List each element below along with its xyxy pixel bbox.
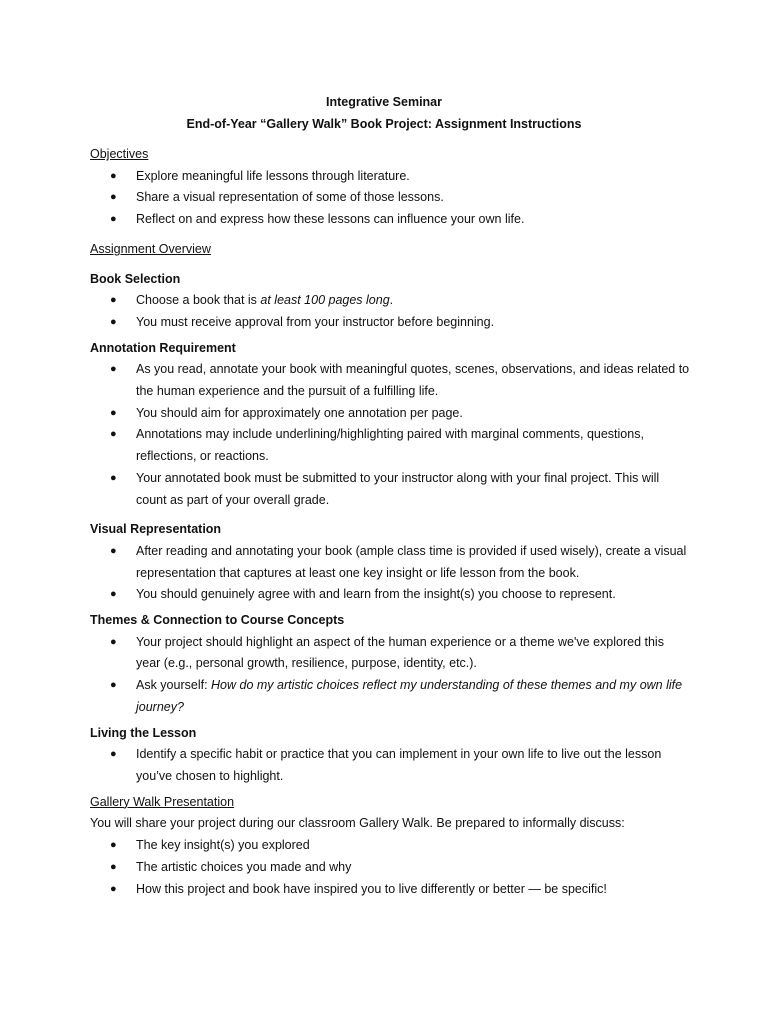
book-selection-heading: Book Selection — [90, 271, 181, 286]
bullet-icon: ● — [110, 191, 117, 204]
document-subtitle: End-of-Year “Gallery Walk” Book Project: Assignment Instructions — [186, 117, 582, 131]
bullet-icon: ● — [110, 839, 117, 852]
annotation-heading: Annotation Requirement — [90, 340, 236, 355]
living-list — [90, 744, 690, 787]
book-selection-list — [90, 290, 690, 333]
list-item: ● How this project and book have inspired you to live differently or better — be specific! — [90, 879, 690, 901]
bullet-icon: ● — [110, 363, 117, 376]
gallery-intro: You will share your project during our classroom Gallery Walk. Be prepared to informally discuss: — [90, 816, 625, 831]
visual-list — [90, 541, 690, 606]
bullet-icon: ● — [110, 860, 117, 873]
bullet-icon: ● — [110, 294, 117, 307]
list-item: ● Ask yourself: How do my artistic choices reflect my understanding of these themes and my own life journey? — [90, 675, 690, 718]
list-item: ● Share a visual representation of some of those lessons. — [90, 187, 690, 209]
document-title: Integrative Seminar — [325, 95, 442, 109]
bullet-icon: ● — [110, 882, 117, 895]
list-item: ● Identify a specific habit or practice that you can implement in your own life to live out the lesson you’ve chosen to highlight. — [90, 744, 690, 787]
bullet-icon: ● — [110, 213, 117, 226]
living-heading: Living the Lesson — [90, 725, 197, 740]
bullet-icon: ● — [110, 471, 117, 484]
bullet-icon: ● — [110, 588, 117, 601]
visual-heading: Visual Representation — [90, 522, 222, 537]
bullet-icon: ● — [110, 544, 117, 557]
list-item: ● You should genuinely agree with and learn from the insight(s) you choose to represent. — [90, 584, 690, 606]
themes-heading: Themes & Connection to Course Concepts — [90, 613, 345, 628]
list-item: ● Explore meaningful life lessons through literature. — [90, 166, 690, 188]
list-item: ● Annotations may include underlining/highlighting paired with marginal comments, questions, reflections, or reactions. — [90, 424, 690, 467]
document-body — [90, 144, 690, 900]
list-item: ● The key insight(s) you explored — [90, 835, 690, 857]
bullet-icon: ● — [110, 679, 117, 692]
bullet-icon: ● — [110, 428, 117, 441]
themes-list — [90, 632, 690, 719]
gallery-list — [90, 835, 690, 900]
list-item: ● As you read, annotate your book with meaningful quotes, scenes, observations, and ideas related to the human experience and the pursuit of a fulfilling life. — [90, 359, 690, 402]
bullet-icon: ● — [110, 406, 117, 419]
list-item: ● Your annotated book must be submitted to your instructor along with your final project. This will count as part of your overall grade. — [90, 468, 690, 511]
list-item: ● Choose a book that is at least 100 pages long. — [90, 290, 690, 312]
list-item: ● Reflect on and express how these lessons can influence your own life. — [90, 209, 690, 231]
bullet-icon: ● — [110, 635, 117, 648]
objectives-heading: Objectives — [90, 147, 149, 161]
list-item: ● You must receive approval from your instructor before beginning. — [90, 312, 690, 334]
gallery-heading: Gallery Walk Presentation — [90, 794, 235, 809]
objectives-list — [90, 166, 690, 231]
list-item: ● After reading and annotating your book (ample class time is provided if used wisely), create a visual representation that captures at least one key insight or life lesson from the book. — [90, 541, 690, 584]
bullet-icon: ● — [110, 315, 117, 328]
list-item: ● Your project should highlight an aspect of the human experience or a theme we've explored this year (e.g., personal growth, resilience, purpose, identity, etc.). — [90, 632, 690, 675]
bullet-icon: ● — [110, 748, 117, 761]
annotation-list — [90, 359, 690, 511]
list-item: ● The artistic choices you made and why — [90, 857, 690, 879]
bullet-icon: ● — [110, 169, 117, 182]
list-item: ● You should aim for approximately one annotation per page. — [90, 403, 690, 425]
overview-heading: Assignment Overview — [90, 241, 211, 256]
